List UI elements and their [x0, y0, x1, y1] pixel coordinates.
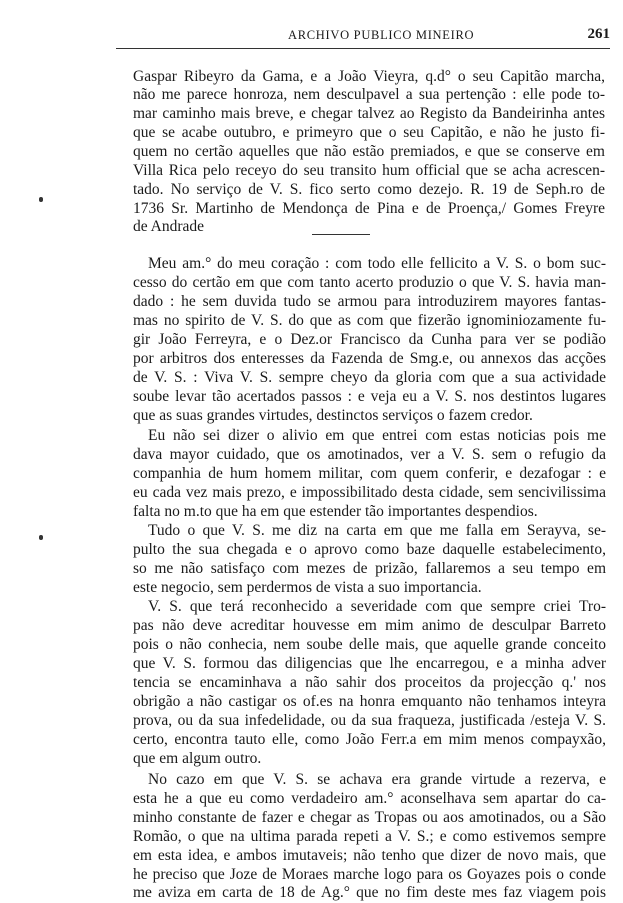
- text-line: tado. No serviço de V. S. fico serto como dezejo. R. 19 de Seph.ro de: [133, 181, 605, 198]
- text-line: minho constante de fazer e chegar as Tropas ou aos amotinados, ou a São: [133, 809, 606, 826]
- text-line: por arbitros dos enteresses da Fazenda de Smg.e, ou annexos das acções: [133, 350, 606, 367]
- header-rule: [116, 48, 610, 49]
- text-line: cesso do certão em que com tanto acerto produzio o que V. S. havia man-: [133, 274, 606, 291]
- text-line: V. S. que terá reconhecido a severidade com que sempre criei Tro-: [148, 598, 606, 615]
- text-line: que V. S. formou das diligencias que lhe encarregou, e a minha adver: [133, 655, 606, 672]
- text-line: dava mayor cuidado, que os amotinados, ver a V. S. sem o refugio da: [133, 446, 606, 463]
- text-line: me aviza em carta de 18 de Ag.° que no fim deste mes faz viagem pois: [133, 884, 606, 901]
- text-line: em esta idea, e ambos imutaveis; não tenho que dizer de novo mais, que: [133, 847, 606, 864]
- text-line: mas no spirito de V. S. do que as com que fizerão ignominiozamente fu-: [133, 312, 606, 329]
- text-line: dado : he sem duvida tudo se armou para introduzirem mayores fantas-: [133, 293, 606, 310]
- text-line: quem no certão aquelles que não estão premiados, e que se conserve em: [133, 143, 605, 160]
- text-line: prova, ou da sua infedelidade, ou da sua fraqueza, justificada /esteja V. S.: [133, 712, 606, 729]
- text-line: Romão, o que na ultima parada repeti a V. S.; e como estivemos sempre: [133, 828, 606, 845]
- text-line: gir João Ferreyra, e o Dez.or Francisco da Cunha para ver se podião: [133, 331, 606, 348]
- text-line: Villa Rica pelo receyo do seu transito hum official que se acha acrescen-: [133, 162, 605, 179]
- text-line: esta he a que eu como verdadeiro am.° aconselhava sem apartar do ca-: [133, 790, 606, 807]
- text-line: que se acabe outubro, e primeyro que o seu Capitão, e não he justo fi-: [133, 124, 605, 141]
- margin-mark: [39, 535, 43, 540]
- running-header: [126, 28, 610, 48]
- text-line: pas não deve acreditar houvesse em mim animo de desculpar Barreto: [133, 617, 606, 634]
- text-line: Gaspar Ribeyro da Gama, e a João Vieyra, q.d° o seu Capitão marcha,: [133, 68, 605, 85]
- text-line: 1736 Sr. Martinho de Mendonça de Pina e de Proença,/ Gomes Freyre: [133, 200, 605, 217]
- text-line: de V. S. : Viva V. S. sempre cheyo da gloria com que a sua actividade: [133, 369, 606, 386]
- text-line: tencia se encaminhava a não sahir dos proceitos da projecção q.' nos: [133, 674, 606, 691]
- text-line: mar caminho mais breve, e chegar talvez ao Registo da Bandeirinha antes: [133, 105, 605, 122]
- text-line: pois o não conhecia, nem soube delle mais, que aquelle grande conceito: [133, 636, 606, 653]
- text-line: Meu am.° do meu coração : com todo elle fellicito a V. S. o bom suc-: [148, 255, 606, 272]
- text-line: Eu não sei dizer o alivio em que entrei com estas noticias pois me: [148, 427, 606, 444]
- text-line: de Andrade: [133, 218, 205, 235]
- margin-mark: [39, 197, 43, 202]
- text-line: obrigão a não castigar os of.es na honra emquanto não tenhamos inteyra: [133, 693, 606, 710]
- section-separator: [312, 234, 370, 235]
- text-line: este negocio, sem perdermos de vista a suo importancia.: [133, 579, 482, 596]
- text-line: companhia de hum homem militar, com quem conferir, e dezafogar : e: [133, 465, 606, 482]
- page-number: 261: [587, 26, 610, 42]
- text-line: que em algum outro.: [133, 750, 262, 767]
- text-line: eu cada vez mais prezo, e impossibilitado desta cidade, sem sencivilissima: [133, 484, 606, 501]
- text-line: certo, encontra tauto elle, como João Ferr.a em mim menos compayxão,: [133, 731, 606, 748]
- text-line: so me não satisfaço com mezes de prizão, fallaremos a seu tempo em: [133, 560, 606, 577]
- text-line: No cazo em que V. S. se achava era grande virtude a rezerva, e: [148, 771, 606, 788]
- header-title: ARCHIVO PUBLICO MINEIRO: [288, 28, 475, 42]
- text-line: soube levar tão acertados passos : e veja eu a V. S. nos destintos lugares: [133, 388, 606, 405]
- text-line: Tudo o que V. S. me diz na carta em que me falla em Serayva, se-: [148, 522, 606, 539]
- text-line: não me parece honroza, nem desculpavel a sua pertenção : elle pode to-: [133, 86, 605, 103]
- text-line: he preciso que Joze de Moraes marche logo para os Goyazes pois o conde: [133, 866, 606, 883]
- text-line: que as suas grandes virtudes, destinctos serviços o fazem credor.: [133, 407, 533, 424]
- text-line: pulto the sua chegada e o aprovo como baze daquelle estabelecimento,: [133, 541, 606, 558]
- text-line: falta no m.to que ha em que estender tão importantes despendios.: [133, 503, 538, 520]
